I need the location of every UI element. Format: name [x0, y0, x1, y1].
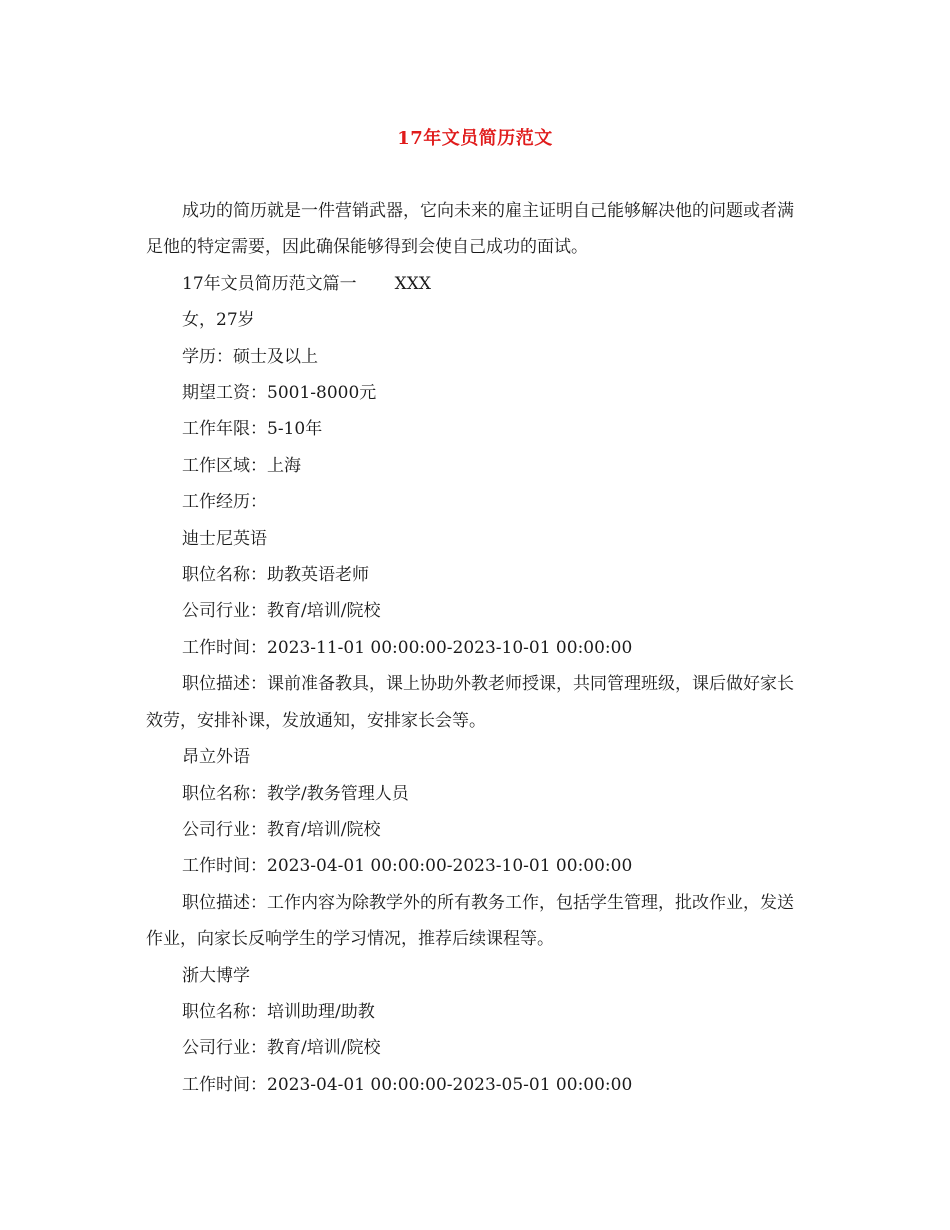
job-1-industry: 公司行业：教育/培训/院校 [182, 601, 381, 622]
document-body [146, 193, 806, 1103]
job-2-position: 职位名称：教学/教务管理人员 [182, 783, 409, 804]
job-1-time: 工作时间：2023-11-01 00:00:00-2023-10-01 00:00:00 [182, 637, 633, 658]
gender-age: 女，27岁 [182, 310, 255, 331]
job-2-company: 昂立外语 [182, 747, 250, 768]
job-1-company: 迪士尼英语 [182, 528, 267, 549]
job-3-time: 工作时间：2023-04-01 00:00:00-2023-05-01 00:00:00 [182, 1074, 633, 1095]
candidate-name: XXX [394, 273, 431, 294]
work-region: 工作区域：上海 [182, 455, 301, 476]
expected-salary: 期望工资：5001-8000元 [182, 383, 377, 404]
job-3-position: 职位名称：培训助理/助教 [182, 1001, 375, 1022]
experience-label: 工作经历： [182, 492, 267, 513]
education: 学历：硕士及以上 [182, 346, 318, 367]
job-1-description: 职位描述：课前准备教具，课上协助外教老师授课，共同管理班级，课后做好家长效劳，安排补课，发放通知，安排家长会等。 [146, 674, 794, 731]
job-1-position: 职位名称：助教英语老师 [182, 565, 369, 586]
document-title: 17年文员简历范文 [397, 128, 553, 149]
job-2-description: 职位描述：工作内容为除教学外的所有教务工作，包括学生管理，批改作业，发送作业，向家长反响学生的学习情况，推荐后续课程等。 [146, 892, 794, 950]
work-years: 工作年限：5-10年 [182, 419, 323, 440]
job-3-company: 浙大博学 [182, 965, 250, 986]
resume-heading-line [146, 266, 806, 302]
intro-paragraph: 成功的简历就是一件营销武器，它向未来的雇主证明自己能够解决他的问题或者满足他的特定需要，因此确保能够得到会使自己成功的面试。 [146, 201, 794, 258]
resume-heading: 17年文员简历范文篇一 [182, 273, 357, 294]
job-3-industry: 公司行业：教育/培训/院校 [182, 1038, 381, 1059]
job-2-industry: 公司行业：教育/培训/院校 [182, 819, 381, 840]
job-2-time: 工作时间：2023-04-01 00:00:00-2023-10-01 00:00:00 [182, 856, 633, 877]
